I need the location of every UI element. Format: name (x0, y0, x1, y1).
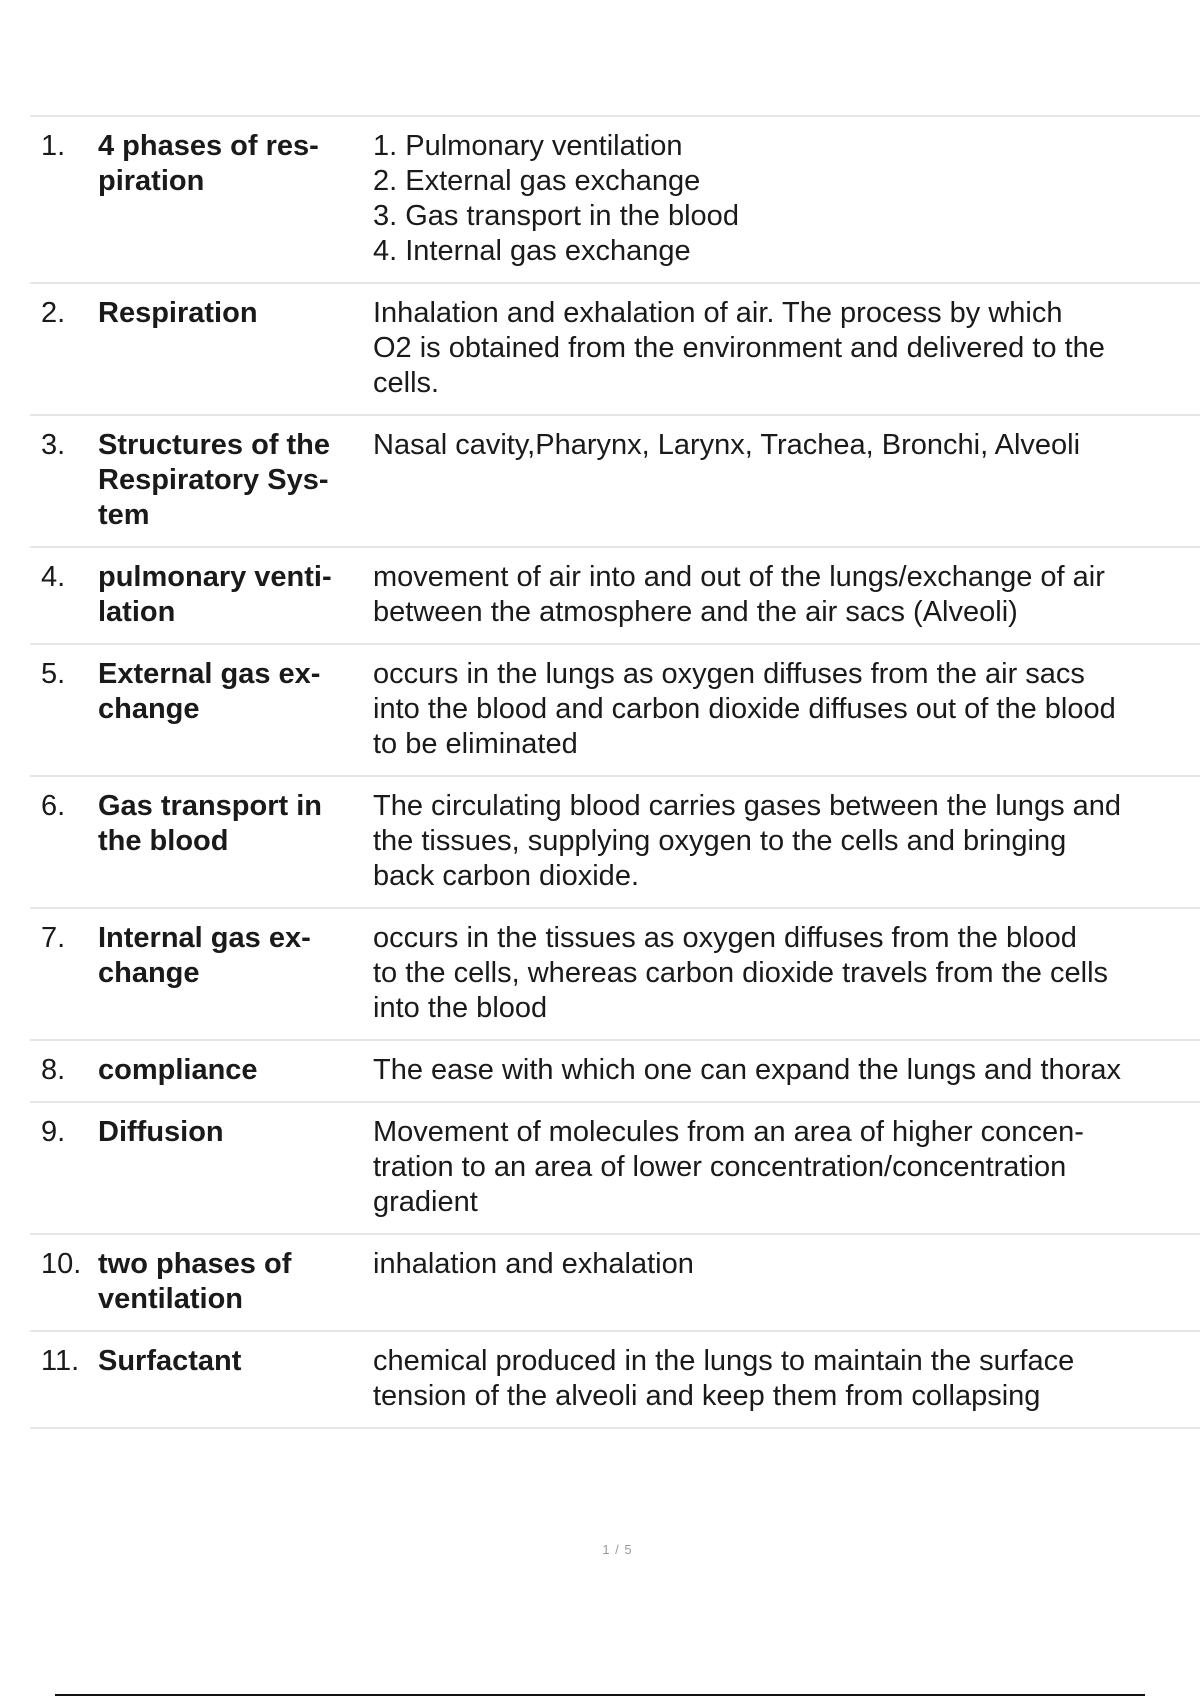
card-definition: Nasal cavity,Pharynx, Larynx, Trachea, Bronchi, Alveoli (373, 429, 1081, 461)
card-row-5 (30, 645, 1200, 777)
card-definition: The ease with which one can expand the lungs and thorax (373, 1054, 1122, 1086)
card-term: External gas ex- change (98, 658, 321, 725)
page-divider (55, 1694, 1145, 1696)
card-number: 7. (41, 922, 66, 954)
card-term: compliance (98, 1054, 258, 1086)
card-number: 4. (41, 561, 66, 593)
card-term: two phases of ventilation (98, 1248, 292, 1315)
card-definition: inhalation and exhalation (373, 1248, 694, 1280)
card-row-8 (30, 1041, 1200, 1103)
card-row-7 (30, 909, 1200, 1041)
card-definition: occurs in the lungs as oxygen diffuses from the air sacs into the blood and carbon dioxide diffuses out of the blood to be eliminated (373, 658, 1116, 760)
card-row-11 (30, 1332, 1200, 1429)
card-definition: Movement of molecules from an area of higher concen- tration to an area of lower concentration/concentration gradient (373, 1116, 1084, 1218)
card-number: 10. (41, 1248, 82, 1280)
card-row-6 (30, 777, 1200, 909)
flashcard-table (30, 115, 1200, 1429)
card-number: 2. (41, 297, 66, 329)
card-number: 5. (41, 658, 66, 690)
card-term: Surfactant (98, 1345, 242, 1377)
card-definition: occurs in the tissues as oxygen diffuses from the blood to the cells, whereas carbon dioxide travels from the cells into the blood (373, 922, 1109, 1024)
card-term: pulmonary venti- lation (98, 561, 332, 628)
card-term: Structures of the Respiratory Sys- tem (98, 429, 331, 531)
card-number: 8. (41, 1054, 66, 1086)
card-row-9 (30, 1103, 1200, 1235)
card-number: 1. (41, 130, 66, 162)
card-term: Diffusion (98, 1116, 224, 1148)
card-row-10 (30, 1235, 1200, 1332)
card-number: 9. (41, 1116, 66, 1148)
card-row-2 (30, 284, 1200, 416)
card-definition: Inhalation and exhalation of air. The process by which O2 is obtained from the environment and delivered to the cells. (373, 297, 1105, 399)
card-definition: The circulating blood carries gases between the lungs and the tissues, supplying oxygen to the cells and bringing back carbon dioxide. (373, 790, 1122, 892)
card-term: 4 phases of res- piration (98, 130, 319, 197)
card-row-3 (30, 416, 1200, 548)
card-definition: chemical produced in the lungs to maintain the surface tension of the alveoli and keep them from collapsing (373, 1345, 1075, 1412)
card-definition: 1. Pulmonary ventilation 2. External gas exchange 3. Gas transport in the blood 4. Internal gas exchange (373, 130, 739, 267)
card-number: 6. (41, 790, 66, 822)
card-number: 11. (41, 1345, 80, 1377)
page-number: 1 / 5 (602, 1542, 633, 1557)
card-definition: movement of air into and out of the lungs/exchange of air between the atmosphere and the air sacs (Alveoli) (373, 561, 1105, 628)
card-term: Gas transport in the blood (98, 790, 322, 857)
card-term: Internal gas ex- change (98, 922, 311, 989)
card-row-1 (30, 117, 1200, 284)
card-term: Respiration (98, 297, 258, 329)
card-row-4 (30, 548, 1200, 645)
card-number: 3. (41, 429, 66, 461)
